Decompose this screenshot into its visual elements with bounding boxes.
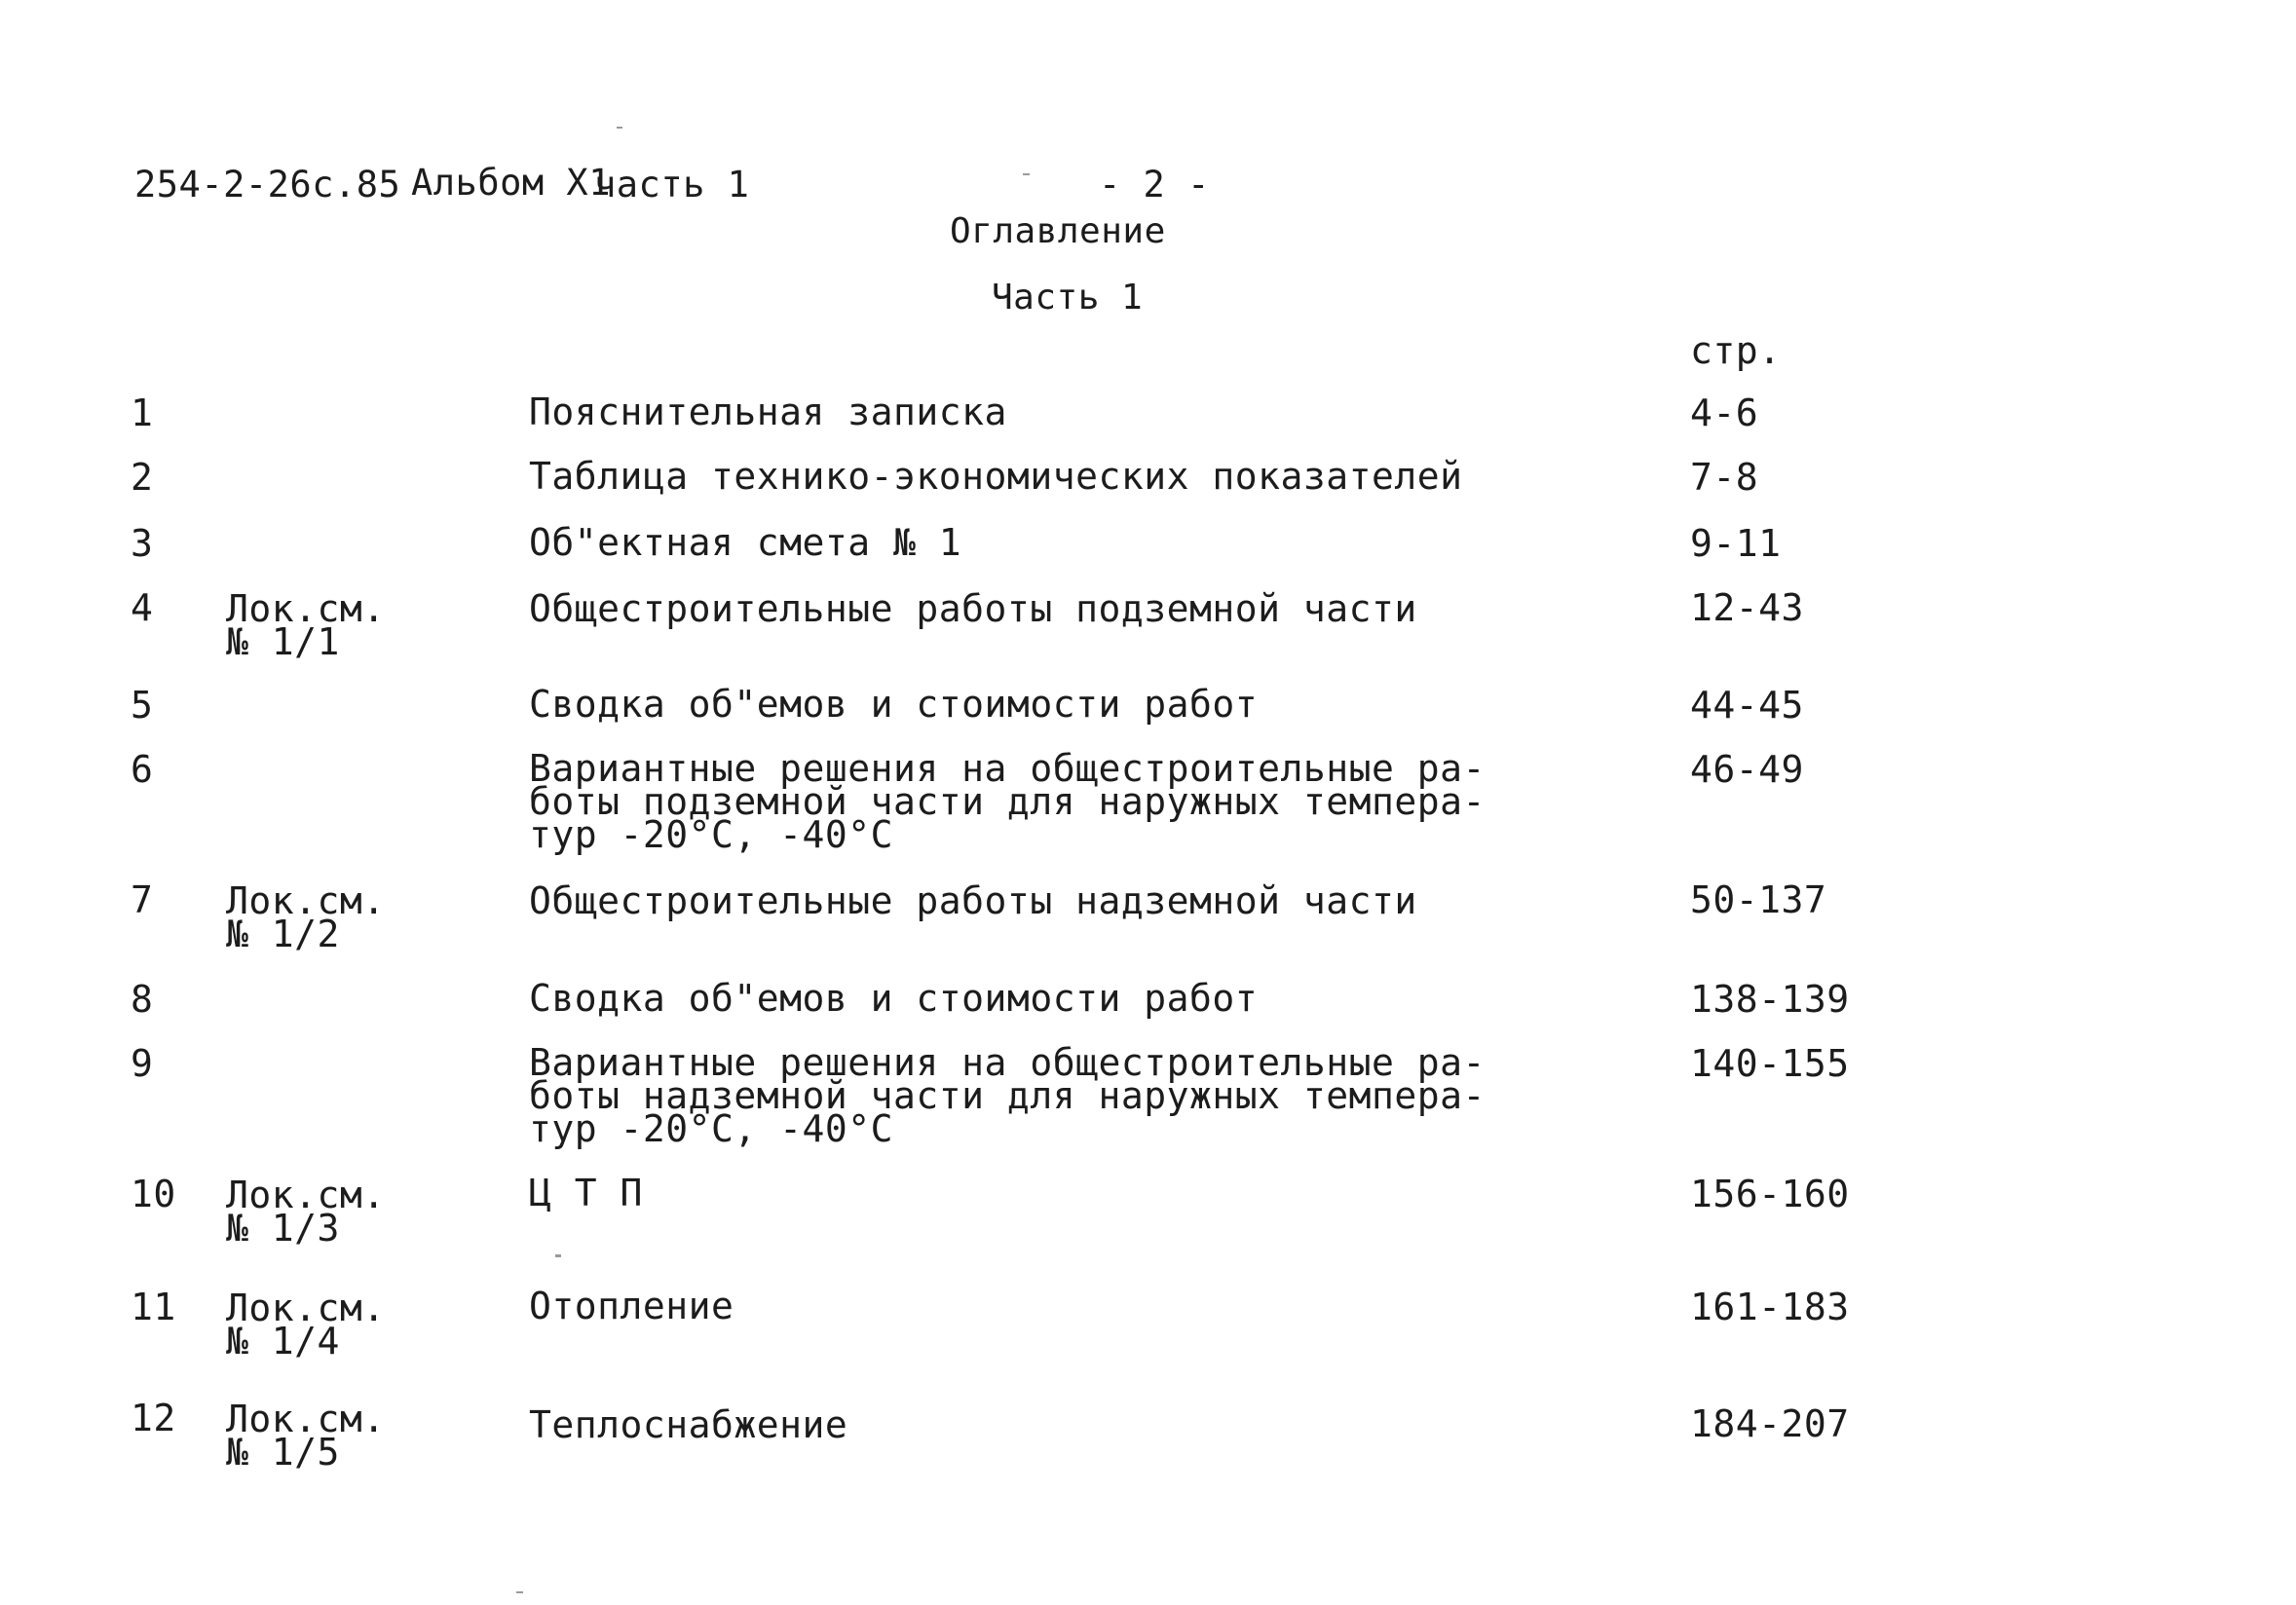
entry-reference: Лок.см. № 1/5 xyxy=(226,1398,386,1474)
entry-pages: 7-8 xyxy=(1690,456,1759,499)
entry-reference: Лок.см. № 1/2 xyxy=(226,879,386,955)
entry-pages: 161-183 xyxy=(1690,1286,1850,1328)
page-column-label: стр. xyxy=(1690,329,1782,372)
entry-pages: 140-155 xyxy=(1690,1042,1850,1085)
entry-pages: 12-43 xyxy=(1690,586,1804,629)
page-number: - 2 - xyxy=(1099,164,1210,205)
entry-number: 5 xyxy=(131,684,154,727)
entry-number: 1 xyxy=(131,392,154,434)
entry-description: Пояснительная записка xyxy=(529,391,1007,433)
entry-description: Отопление xyxy=(529,1285,734,1327)
entry-pages: 156-160 xyxy=(1690,1173,1850,1215)
entry-number: 11 xyxy=(131,1286,176,1328)
album-label: Альбом X1 xyxy=(411,162,611,204)
entry-number: 3 xyxy=(131,522,154,565)
entry-pages: 44-45 xyxy=(1690,684,1804,727)
entry-description: Об"ектная смета № 1 xyxy=(529,521,962,564)
entry-description: Ц Т П xyxy=(529,1172,643,1214)
entry-number: 9 xyxy=(131,1042,154,1085)
entry-description: Вариантные решения на общестроительные ра- боты подземной части для наружных темпера- тур -20°C, -40°C xyxy=(529,747,1486,856)
document-code: 254-2-26с.85 xyxy=(134,164,401,205)
entry-number: 10 xyxy=(131,1173,176,1215)
page-title: Оглавление xyxy=(950,211,1166,251)
entry-reference: Лок.см. № 1/1 xyxy=(226,587,386,663)
entry-pages: 184-207 xyxy=(1690,1402,1850,1445)
scan-speck xyxy=(617,127,622,129)
entry-description: Сводка об"емов и стоимости работ xyxy=(529,683,1259,726)
entry-number: 6 xyxy=(131,748,154,791)
scan-speck xyxy=(516,1591,523,1593)
entry-number: 7 xyxy=(131,878,154,921)
entry-pages: 46-49 xyxy=(1690,748,1804,791)
entry-number: 8 xyxy=(131,978,154,1021)
entry-description: Общестроительные работы надземной части xyxy=(529,879,1417,922)
entry-description: Общестроительные работы подземной части xyxy=(529,587,1417,630)
entry-pages: 4-6 xyxy=(1690,392,1759,434)
entry-reference: Лок.см. № 1/4 xyxy=(226,1287,386,1362)
entry-description: Теплоснабжение xyxy=(529,1403,848,1446)
part-label: часть 1 xyxy=(594,164,750,205)
entry-description: Сводка об"емов и стоимости работ xyxy=(529,977,1259,1020)
section-subtitle: Часть 1 xyxy=(992,278,1144,317)
entry-description: Таблица технико-экономических показателей xyxy=(529,455,1463,498)
scan-speck xyxy=(1023,173,1030,175)
entry-number: 4 xyxy=(131,586,154,629)
entry-number: 2 xyxy=(131,456,154,499)
scan-speck xyxy=(555,1254,561,1257)
entry-reference: Лок.см. № 1/3 xyxy=(226,1174,386,1250)
entry-description: Вариантные решения на общестроительные ра- боты надземной части для наружных темпера- тур -20°C, -40°C xyxy=(529,1041,1486,1150)
entry-pages: 138-139 xyxy=(1690,978,1850,1021)
entry-pages: 50-137 xyxy=(1690,878,1827,921)
entry-pages: 9-11 xyxy=(1690,522,1782,565)
entry-number: 12 xyxy=(131,1397,176,1439)
